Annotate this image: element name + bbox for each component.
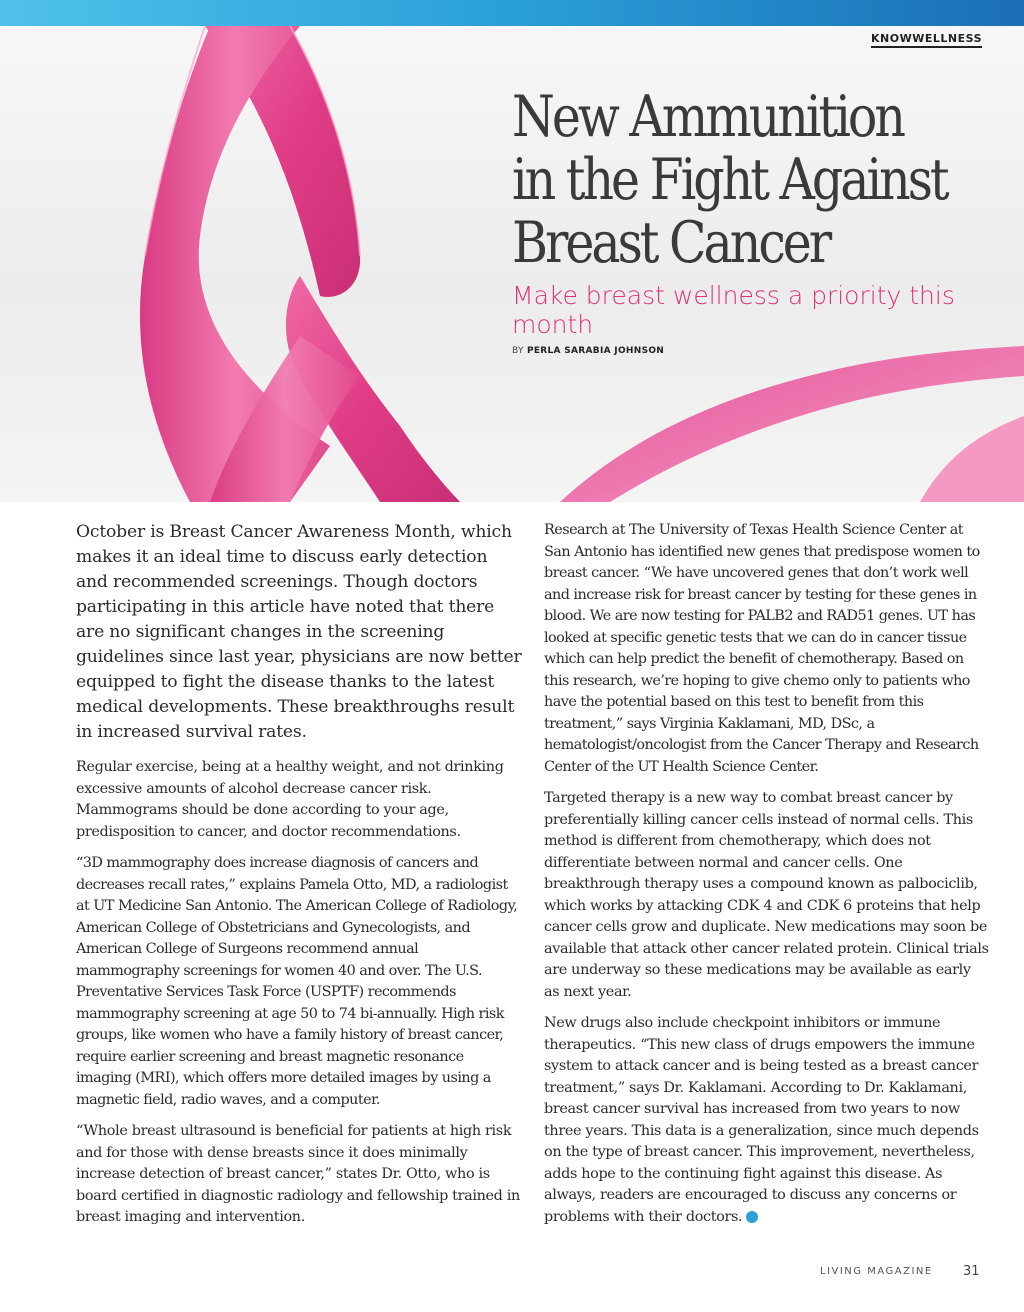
- top-color-bar: [0, 0, 1024, 26]
- body-paragraph: “3D mammography does increase diagnosis of cancers and decreases recall rates,” explains Pamela Otto, MD, a radiologist at UT Medicine San Antonio. The American College of Radiology, American College of Obstetricians and Gynecologists, and American College of Surgeons recommend annual mammography screenings for women 40 and over. The U.S. Preventative Services Task Force (USPTF) recommends mammography screening at age 50 to 74 bi-annually. High risk groups, like women who have a family history of breast cancer, require earlier screening and breast magnetic resonance imaging (MRI), which offers more detailed images by using a magnetic field, radio waves, and a computer.: [76, 855, 518, 1108]
- headline: [512, 84, 947, 276]
- body-paragraph: [544, 1013, 990, 1228]
- subheadline: Make breast wellness a priority this month: [512, 281, 955, 339]
- byline-prefix: BY: [512, 346, 524, 356]
- body-paragraph: Regular exercise, being at a healthy weight, and not drinking excessive amounts of alcohol decrease cancer risk. Mammograms should be done according to your age, predisposition to cancer, and doctor recommendations.: [76, 759, 504, 840]
- end-mark-icon: [746, 1211, 758, 1223]
- headline-line-2: in the Fight Against: [512, 147, 947, 213]
- byline: [512, 346, 664, 356]
- section-tag-know: KNOW: [871, 32, 913, 45]
- body-paragraph: Targeted therapy is a new way to combat breast cancer by preferentially killing cancer cells instead of normal cells. This method is different from chemotherapy, which does not differentiate between normal and cancer cells. One breakthrough therapy uses a compound known as palbociclib, which works by attacking CDK 4 and CDK 6 proteins that help cancer cells grow and duplicate. New medications may soon be available that attack other cancer related protein. Clinical trials are underway so these medications may be available as early as next year.: [544, 790, 989, 1000]
- intro-paragraph: October is Breast Cancer Awareness Month, which makes it an ideal time to discuss early detection and recommended screenings. Though doctors participating in this article have noted that there are no significant changes in the screening guidelines since last year, physicians are now better equipped to fight the disease thanks to the latest medical developments. These breakthroughs result in increased survival rates.: [76, 522, 522, 742]
- body-paragraph: Research at The University of Texas Health Science Center at San Antonio has identified new genes that predispose women to breast cancer. “We have uncovered genes that don’t work well and increase risk for breast cancer by testing for these genes in blood. We are now testing for PALB2 and RAD51 genes. UT has looked at specific genetic tests that we can do in cancer tissue which can help predict the benefit of chemotherapy. Based on this research, we’re hoping to give chemo only to patients who have the potential based on this test to benefit from this treatment,” says Virginia Kaklamani, MD, DSc, a hematologist/oncologist from the Cancer Therapy and Research Center of the UT Health Science Center.: [544, 522, 980, 775]
- section-tag-wellness: WELLNESS: [912, 32, 982, 45]
- page-number: 31: [963, 1264, 980, 1279]
- byline-author: PERLA SARABIA JOHNSON: [526, 346, 665, 356]
- left-column: [76, 520, 522, 1239]
- headline-line-3: Breast Cancer: [512, 210, 830, 276]
- section-tag: [871, 32, 982, 48]
- body-paragraph: “Whole breast ultrasound is beneficial for patients at high risk and for those with dense breasts since it does minimally increase detection of breast cancer,” states Dr. Otto, who is board certified in diagnostic radiology and fellowship trained in breast imaging and intervention.: [76, 1123, 520, 1225]
- right-column: [544, 520, 990, 1238]
- closing-text: New drugs also include checkpoint inhibitors or immune therapeutics. “This new class of drugs empowers the immune system to attack cancer and is being tested as a breast cancer treatment,” says Dr. Kaklamani. According to Dr. Kaklamani, breast cancer survival has increased from two years to now three years. This data is a generalization, since much depends on the type of breast cancer. This improvement, nevertheless, adds hope to the continuing fight against this disease. As always, readers are encouraged to discuss any concerns or problems with their doctors.: [544, 1015, 979, 1225]
- magazine-name: LIVING MAGAZINE: [820, 1266, 933, 1277]
- headline-line-1: New Ammunition: [512, 84, 903, 150]
